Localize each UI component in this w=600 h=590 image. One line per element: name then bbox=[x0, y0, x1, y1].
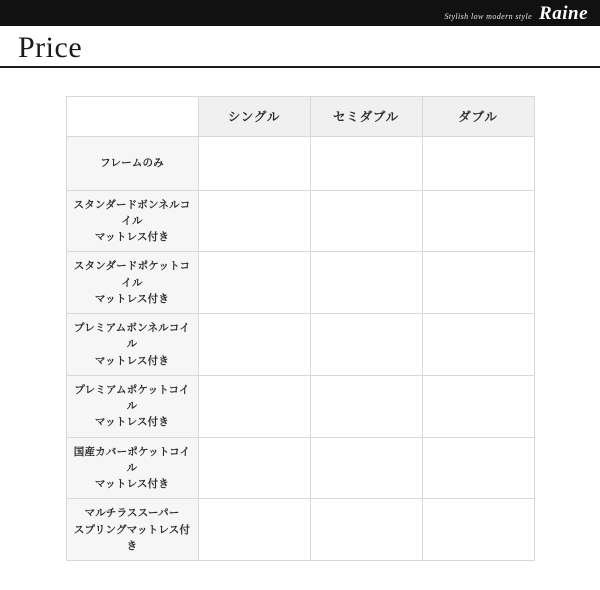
price-cell bbox=[198, 314, 310, 376]
row-label-frame-only bbox=[66, 136, 198, 190]
price-table-head bbox=[66, 96, 534, 136]
price-cell bbox=[198, 252, 310, 314]
row-label-line: プレミアムポケットコイル bbox=[74, 383, 190, 413]
row-label-line: マットレス付き bbox=[94, 292, 170, 305]
row-label-line: フレームのみ bbox=[100, 156, 164, 169]
table-row bbox=[66, 136, 534, 190]
price-table-container bbox=[0, 68, 600, 562]
price-cell bbox=[422, 190, 534, 252]
row-label-premium-pocket bbox=[66, 375, 198, 437]
price-cell bbox=[422, 437, 534, 499]
row-label-line: マットレス付き bbox=[94, 354, 170, 367]
row-label-line: マットレス付き bbox=[94, 416, 170, 429]
brand-header-bar bbox=[0, 0, 600, 26]
table-row bbox=[66, 499, 534, 561]
price-cell bbox=[310, 314, 422, 376]
price-cell bbox=[422, 499, 534, 561]
table-row bbox=[66, 375, 534, 437]
brand-tagline: Stylish low modern style bbox=[444, 11, 533, 21]
table-row bbox=[66, 437, 534, 499]
price-cell bbox=[422, 136, 534, 190]
price-cell bbox=[422, 252, 534, 314]
row-label-domestic-cover-pocket bbox=[66, 437, 198, 499]
row-label-line: 国産カバーポケットコイル bbox=[73, 445, 191, 474]
column-header-double: ダブル bbox=[422, 96, 534, 136]
table-row bbox=[66, 314, 534, 376]
row-label-line: プレミアムボンネルコイル bbox=[74, 322, 190, 351]
price-cell bbox=[310, 437, 422, 499]
page-title-block bbox=[0, 26, 600, 64]
page-title: Price bbox=[18, 31, 83, 64]
row-label-premium-bonnell bbox=[66, 314, 198, 376]
brand-lockup bbox=[444, 4, 588, 23]
table-row bbox=[66, 252, 534, 314]
table-row bbox=[66, 190, 534, 252]
row-label-line: スタンダードボンネルコイル bbox=[73, 198, 191, 227]
price-cell bbox=[310, 375, 422, 437]
price-cell bbox=[310, 252, 422, 314]
row-label-line: マットレス付き bbox=[94, 478, 170, 491]
price-cell bbox=[310, 136, 422, 190]
price-cell bbox=[422, 375, 534, 437]
price-cell bbox=[198, 437, 310, 499]
table-header-row bbox=[66, 96, 534, 136]
price-cell bbox=[310, 190, 422, 252]
price-table bbox=[66, 96, 535, 562]
price-cell bbox=[422, 314, 534, 376]
price-table-body bbox=[66, 136, 534, 561]
row-label-line: スタンダードポケットコイル bbox=[73, 260, 191, 289]
row-label-multilas-super-spring bbox=[66, 499, 198, 561]
price-cell bbox=[198, 499, 310, 561]
column-header-single: シングル bbox=[198, 96, 310, 136]
row-label-standard-pocket bbox=[66, 252, 198, 314]
brand-name: Raine bbox=[539, 2, 588, 24]
price-cell bbox=[198, 375, 310, 437]
price-cell bbox=[198, 190, 310, 252]
price-cell bbox=[198, 136, 310, 190]
row-label-standard-bonnell bbox=[66, 190, 198, 252]
column-header-semidouble: セミダブル bbox=[310, 96, 422, 136]
price-cell bbox=[310, 499, 422, 561]
row-label-line: スプリングマットレス付き bbox=[73, 523, 191, 553]
row-label-line: マルチラススーパー bbox=[84, 507, 180, 520]
table-corner-cell bbox=[66, 96, 198, 136]
row-label-line: マットレス付き bbox=[94, 231, 170, 244]
